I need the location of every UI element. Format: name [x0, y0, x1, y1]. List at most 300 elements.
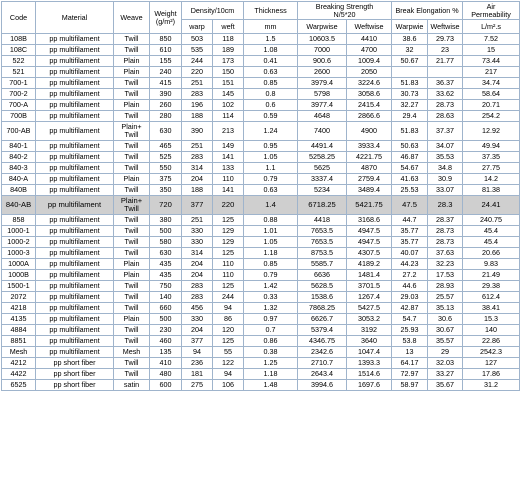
cell-code: 700-1	[2, 78, 36, 89]
cell-density-warp: 283	[182, 89, 213, 100]
header-weight-label: Weight	[154, 8, 177, 18]
cell-elongation-weft: 28.73	[428, 226, 463, 237]
cell-weight: 230	[150, 325, 182, 336]
cell-thickness: 1.5	[244, 34, 298, 45]
cell-elongation-warp: 41.63	[392, 174, 428, 185]
cell-elongation-warp: 58.97	[392, 380, 428, 391]
cell-density-warp: 236	[182, 358, 213, 369]
cell-density-warp: 283	[182, 152, 213, 163]
spec-table-container	[1, 1, 511, 499]
cell-material: pp multifilament	[36, 347, 114, 358]
table-row	[2, 111, 520, 122]
cell-density-weft: 150	[213, 67, 244, 78]
cell-weave: satin	[114, 380, 150, 391]
cell-breaking-weft: 3192	[347, 325, 392, 336]
table-body	[2, 34, 520, 391]
cell-elongation-weft: 28.93	[428, 281, 463, 292]
table-row	[2, 369, 520, 380]
cell-weight: 750	[150, 281, 182, 292]
cell-code: 1000-3	[2, 248, 36, 259]
cell-weave: Plain	[114, 100, 150, 111]
cell-air-permeability: 45.4	[463, 226, 520, 237]
cell-weight: 155	[150, 56, 182, 67]
cell-elongation-warp: 42.87	[392, 303, 428, 314]
cell-material: pp multifilament	[36, 325, 114, 336]
header-breaking-weft: Weftwise	[347, 20, 392, 34]
cell-density-warp: 220	[182, 67, 213, 78]
cell-material: pp multifilament	[36, 163, 114, 174]
cell-elongation-warp: 51.83	[392, 78, 428, 89]
cell-code: 8851	[2, 336, 36, 347]
cell-code: 4884	[2, 325, 36, 336]
cell-material: pp multifilament	[36, 100, 114, 111]
cell-thickness: 0.8	[244, 89, 298, 100]
cell-density-warp: 314	[182, 163, 213, 174]
cell-air-permeability: 29.38	[463, 281, 520, 292]
cell-density-warp: 251	[182, 215, 213, 226]
cell-elongation-weft: 35.57	[428, 336, 463, 347]
cell-air-permeability: 612.4	[463, 292, 520, 303]
cell-weave: Mesh	[114, 347, 150, 358]
header-weave: Weave	[114, 2, 150, 34]
cell-breaking-warp: 8753.5	[298, 248, 347, 259]
cell-breaking-weft: 4410	[347, 34, 392, 45]
cell-elongation-weft: 35.53	[428, 152, 463, 163]
cell-density-weft: 122	[213, 358, 244, 369]
cell-material: pp multifilament	[36, 67, 114, 78]
cell-weave: Plain+ Twill	[114, 196, 150, 215]
header-air-unit: L/m².s	[463, 20, 520, 34]
cell-breaking-weft: 1267.4	[347, 292, 392, 303]
cell-weave: Plain	[114, 56, 150, 67]
cell-density-warp: 377	[182, 196, 213, 215]
cell-breaking-weft: 4221.75	[347, 152, 392, 163]
cell-weight: 260	[150, 100, 182, 111]
cell-density-warp: 204	[182, 174, 213, 185]
cell-density-weft: 55	[213, 347, 244, 358]
cell-breaking-weft: 1047.4	[347, 347, 392, 358]
table-row	[2, 89, 520, 100]
cell-density-warp: 181	[182, 369, 213, 380]
header-code: Code	[2, 2, 36, 34]
cell-density-weft: 102	[213, 100, 244, 111]
cell-breaking-warp: 2342.6	[298, 347, 347, 358]
cell-density-warp: 204	[182, 270, 213, 281]
cell-density-warp: 314	[182, 248, 213, 259]
table-row	[2, 380, 520, 391]
cell-air-permeability: 9.83	[463, 259, 520, 270]
cell-breaking-weft: 3058.6	[347, 89, 392, 100]
cell-air-permeability: 37.35	[463, 152, 520, 163]
cell-weight: 460	[150, 336, 182, 347]
cell-elongation-warp: 25.93	[392, 325, 428, 336]
cell-weight: 390	[150, 89, 182, 100]
cell-thickness: 1.32	[244, 303, 298, 314]
cell-air-permeability: 17.86	[463, 369, 520, 380]
cell-elongation-weft: 29	[428, 347, 463, 358]
cell-density-weft: 110	[213, 259, 244, 270]
cell-material: pp multifilament	[36, 215, 114, 226]
cell-breaking-weft: 5427.5	[347, 303, 392, 314]
cell-weave: Plain+ Twill	[114, 122, 150, 141]
cell-weight: 630	[150, 248, 182, 259]
cell-weight: 500	[150, 226, 182, 237]
cell-code: 6525	[2, 380, 36, 391]
cell-breaking-warp: 2643.4	[298, 369, 347, 380]
cell-weight: 580	[150, 237, 182, 248]
cell-density-warp: 330	[182, 237, 213, 248]
cell-density-weft: 118	[213, 34, 244, 45]
cell-density-warp: 456	[182, 303, 213, 314]
cell-weave: Plain	[114, 67, 150, 78]
header-density-weft: weft	[213, 20, 244, 34]
cell-thickness: 0.85	[244, 78, 298, 89]
cell-air-permeability: 14.2	[463, 174, 520, 185]
table-row	[2, 226, 520, 237]
cell-weave: Twill	[114, 89, 150, 100]
cell-elongation-weft: 28.63	[428, 111, 463, 122]
cell-thickness: 0.6	[244, 100, 298, 111]
cell-density-weft: 125	[213, 215, 244, 226]
cell-density-weft: 110	[213, 174, 244, 185]
cell-elongation-warp: 27.2	[392, 270, 428, 281]
cell-material: pp multifilament	[36, 259, 114, 270]
table-row	[2, 78, 520, 89]
cell-elongation-weft: 30.6	[428, 314, 463, 325]
header-breaking-label: Breaking Strength	[315, 1, 374, 11]
cell-material: pp multifilament	[36, 111, 114, 122]
cell-weave: Twill	[114, 237, 150, 248]
cell-thickness: 1.48	[244, 380, 298, 391]
cell-weight: 500	[150, 314, 182, 325]
cell-code: 1500-1	[2, 281, 36, 292]
cell-density-warp: 535	[182, 45, 213, 56]
cell-elongation-weft: 33.62	[428, 89, 463, 100]
cell-breaking-weft: 4947.5	[347, 226, 392, 237]
cell-weave: Twill	[114, 78, 150, 89]
cell-air-permeability: 254.2	[463, 111, 520, 122]
cell-material: pp multifilament	[36, 314, 114, 325]
cell-weight: 280	[150, 111, 182, 122]
cell-air-permeability: 7.52	[463, 34, 520, 45]
cell-material: pp multifilament	[36, 185, 114, 196]
cell-elongation-warp: 53.8	[392, 336, 428, 347]
cell-code: 840B	[2, 185, 36, 196]
cell-density-warp: 196	[182, 100, 213, 111]
cell-code: 840-1	[2, 141, 36, 152]
cell-breaking-weft: 4189.2	[347, 259, 392, 270]
header-elongation-warp: Warpwie	[392, 20, 428, 34]
cell-material: pp short fiber	[36, 380, 114, 391]
cell-air-permeability: 127	[463, 358, 520, 369]
cell-breaking-warp: 5625	[298, 163, 347, 174]
cell-breaking-warp: 6626.7	[298, 314, 347, 325]
cell-elongation-warp	[392, 67, 428, 78]
cell-weight: 480	[150, 369, 182, 380]
cell-thickness: 1.25	[244, 358, 298, 369]
cell-air-permeability: 22.86	[463, 336, 520, 347]
cell-code: 108B	[2, 34, 36, 45]
cell-material: pp multifilament	[36, 56, 114, 67]
cell-elongation-warp: 72.97	[392, 369, 428, 380]
cell-weight: 660	[150, 303, 182, 314]
cell-code: 858	[2, 215, 36, 226]
cell-density-warp: 503	[182, 34, 213, 45]
cell-elongation-weft: 25.57	[428, 292, 463, 303]
cell-breaking-weft: 4700	[347, 45, 392, 56]
cell-air-permeability: 24.41	[463, 196, 520, 215]
cell-breaking-warp: 3977.4	[298, 100, 347, 111]
cell-breaking-warp: 6718.25	[298, 196, 347, 215]
cell-density-weft: 141	[213, 185, 244, 196]
cell-elongation-warp: 35.77	[392, 237, 428, 248]
cell-elongation-weft: 30.9	[428, 174, 463, 185]
cell-thickness: 0.86	[244, 336, 298, 347]
cell-density-warp: 251	[182, 141, 213, 152]
cell-density-warp: 283	[182, 292, 213, 303]
cell-density-warp: 188	[182, 111, 213, 122]
table-row	[2, 314, 520, 325]
cell-breaking-weft: 1393.3	[347, 358, 392, 369]
cell-material: pp multifilament	[36, 34, 114, 45]
cell-thickness: 1.4	[244, 196, 298, 215]
cell-elongation-warp: 13	[392, 347, 428, 358]
cell-density-weft: 120	[213, 325, 244, 336]
cell-elongation-weft: 35.13	[428, 303, 463, 314]
cell-air-permeability: 45.4	[463, 237, 520, 248]
cell-weight: 380	[150, 215, 182, 226]
cell-weave: Plain	[114, 314, 150, 325]
header-elongation-weft: Weftwise	[428, 20, 463, 34]
cell-weave: Twill	[114, 163, 150, 174]
cell-density-weft: 141	[213, 152, 244, 163]
cell-breaking-weft: 1009.4	[347, 56, 392, 67]
cell-weave: Twill	[114, 325, 150, 336]
cell-breaking-warp: 5258.25	[298, 152, 347, 163]
cell-breaking-warp: 4648	[298, 111, 347, 122]
cell-elongation-warp: 50.67	[392, 56, 428, 67]
cell-elongation-warp: 29.03	[392, 292, 428, 303]
cell-density-weft: 151	[213, 78, 244, 89]
cell-elongation-weft	[428, 67, 463, 78]
cell-code: 4212	[2, 358, 36, 369]
cell-elongation-weft: 37.37	[428, 122, 463, 141]
cell-material: pp multifilament	[36, 303, 114, 314]
cell-density-warp: 275	[182, 380, 213, 391]
cell-thickness: 1.1	[244, 163, 298, 174]
table-row	[2, 347, 520, 358]
cell-elongation-weft: 32.23	[428, 259, 463, 270]
header-air-label-2: Permeability	[471, 9, 511, 19]
header-weight-unit: (g/m²)	[155, 16, 176, 26]
cell-density-warp: 188	[182, 185, 213, 196]
cell-thickness: 1.18	[244, 369, 298, 380]
table-row	[2, 34, 520, 45]
header-breaking-strength	[298, 2, 392, 20]
cell-breaking-warp: 5585.7	[298, 259, 347, 270]
cell-density-weft: 94	[213, 303, 244, 314]
cell-elongation-weft: 28.73	[428, 237, 463, 248]
cell-code: 1000-2	[2, 237, 36, 248]
cell-weight: 240	[150, 67, 182, 78]
cell-density-weft: 129	[213, 237, 244, 248]
cell-breaking-weft: 3489.4	[347, 185, 392, 196]
cell-elongation-weft: 29.73	[428, 34, 463, 45]
cell-material: pp multifilament	[36, 45, 114, 56]
cell-density-warp: 390	[182, 122, 213, 141]
cell-code: 1000B	[2, 270, 36, 281]
cell-weight: 550	[150, 163, 182, 174]
cell-thickness: 1.18	[244, 248, 298, 259]
cell-density-weft: 110	[213, 270, 244, 281]
cell-weave: Twill	[114, 292, 150, 303]
cell-breaking-weft: 3701.5	[347, 281, 392, 292]
cell-breaking-warp: 6636	[298, 270, 347, 281]
cell-elongation-warp: 44.23	[392, 259, 428, 270]
cell-density-warp: 283	[182, 281, 213, 292]
cell-air-permeability: 21.49	[463, 270, 520, 281]
cell-breaking-weft: 5421.75	[347, 196, 392, 215]
cell-code: 4135	[2, 314, 36, 325]
cell-breaking-weft: 4870	[347, 163, 392, 174]
cell-elongation-weft: 17.53	[428, 270, 463, 281]
cell-code: 1000-1	[2, 226, 36, 237]
table-row	[2, 174, 520, 185]
cell-material: pp short fiber	[36, 358, 114, 369]
cell-material: pp multifilament	[36, 336, 114, 347]
cell-air-permeability: 38.41	[463, 303, 520, 314]
cell-breaking-weft: 4947.5	[347, 237, 392, 248]
header-thickness: Thickness	[244, 2, 298, 20]
cell-weave: Plain	[114, 174, 150, 185]
header-thickness-unit: mm	[244, 20, 298, 34]
cell-weight: 630	[150, 122, 182, 141]
cell-weave: Plain	[114, 259, 150, 270]
cell-air-permeability: 140	[463, 325, 520, 336]
cell-weave: Twill	[114, 185, 150, 196]
cell-air-permeability: 49.94	[463, 141, 520, 152]
table-row	[2, 358, 520, 369]
cell-weave: Twill	[114, 358, 150, 369]
cell-weave: Twill	[114, 34, 150, 45]
cell-weight: 410	[150, 358, 182, 369]
cell-density-weft: 125	[213, 248, 244, 259]
cell-breaking-weft: 4900	[347, 122, 392, 141]
cell-elongation-warp: 35.77	[392, 226, 428, 237]
cell-breaking-warp: 5234	[298, 185, 347, 196]
cell-density-warp: 94	[182, 347, 213, 358]
cell-air-permeability: 31.2	[463, 380, 520, 391]
cell-thickness: 0.63	[244, 185, 298, 196]
cell-breaking-weft: 1697.6	[347, 380, 392, 391]
cell-elongation-weft: 33.27	[428, 369, 463, 380]
cell-density-weft: 149	[213, 141, 244, 152]
cell-elongation-weft: 23	[428, 45, 463, 56]
cell-density-weft: 189	[213, 45, 244, 56]
header-air-label: Air	[486, 1, 496, 11]
cell-elongation-warp: 51.83	[392, 122, 428, 141]
cell-code: 2072	[2, 292, 36, 303]
table-row	[2, 281, 520, 292]
cell-air-permeability: 34.74	[463, 78, 520, 89]
cell-weave: Twill	[114, 111, 150, 122]
table-row	[2, 303, 520, 314]
cell-air-permeability: 20.71	[463, 100, 520, 111]
table-row	[2, 163, 520, 174]
cell-breaking-warp: 7653.5	[298, 226, 347, 237]
cell-thickness: 0.59	[244, 111, 298, 122]
table-row	[2, 67, 520, 78]
cell-density-weft: 94	[213, 369, 244, 380]
cell-thickness: 1.08	[244, 45, 298, 56]
cell-breaking-weft: 2050	[347, 67, 392, 78]
cell-material: pp short fiber	[36, 369, 114, 380]
header-breaking-warp: Warpwise	[298, 20, 347, 34]
cell-breaking-warp: 1538.6	[298, 292, 347, 303]
cell-weave: Twill	[114, 303, 150, 314]
cell-elongation-warp: 44.6	[392, 281, 428, 292]
cell-code: 108C	[2, 45, 36, 56]
table-row	[2, 56, 520, 67]
cell-density-warp: 251	[182, 78, 213, 89]
cell-breaking-warp: 10603.5	[298, 34, 347, 45]
cell-air-permeability: 240.75	[463, 215, 520, 226]
cell-material: pp multifilament	[36, 292, 114, 303]
cell-breaking-warp: 5379.4	[298, 325, 347, 336]
cell-breaking-warp: 5798	[298, 89, 347, 100]
cell-code: 700-AB	[2, 122, 36, 141]
cell-elongation-weft: 28.73	[428, 100, 463, 111]
cell-density-weft: 125	[213, 281, 244, 292]
cell-code: 840-AB	[2, 196, 36, 215]
cell-thickness: 1.05	[244, 237, 298, 248]
cell-air-permeability: 81.38	[463, 185, 520, 196]
header-density: Density/10cm	[182, 2, 244, 20]
table-row	[2, 122, 520, 141]
table-row	[2, 196, 520, 215]
cell-thickness: 0.41	[244, 56, 298, 67]
cell-material: pp multifilament	[36, 270, 114, 281]
cell-elongation-warp: 38.6	[392, 34, 428, 45]
cell-breaking-warp: 900.6	[298, 56, 347, 67]
table-row	[2, 100, 520, 111]
cell-weight: 350	[150, 185, 182, 196]
cell-air-permeability: 15.3	[463, 314, 520, 325]
cell-elongation-warp: 54.67	[392, 163, 428, 174]
cell-air-permeability: 2542.3	[463, 347, 520, 358]
cell-code: 700B	[2, 111, 36, 122]
cell-weight: 435	[150, 259, 182, 270]
cell-weight: 720	[150, 196, 182, 215]
cell-breaking-warp: 2600	[298, 67, 347, 78]
cell-breaking-weft: 2866.6	[347, 111, 392, 122]
cell-elongation-warp: 50.63	[392, 141, 428, 152]
cell-weight: 415	[150, 78, 182, 89]
table-row	[2, 259, 520, 270]
table-row	[2, 325, 520, 336]
cell-weave: Plain	[114, 270, 150, 281]
table-row	[2, 185, 520, 196]
cell-thickness: 0.7	[244, 325, 298, 336]
cell-thickness: 0.79	[244, 270, 298, 281]
cell-elongation-weft: 21.77	[428, 56, 463, 67]
table-row	[2, 248, 520, 259]
cell-breaking-warp: 4418	[298, 215, 347, 226]
cell-density-weft: 114	[213, 111, 244, 122]
cell-thickness: 1.42	[244, 281, 298, 292]
cell-weave: Twill	[114, 226, 150, 237]
cell-density-weft: 125	[213, 336, 244, 347]
